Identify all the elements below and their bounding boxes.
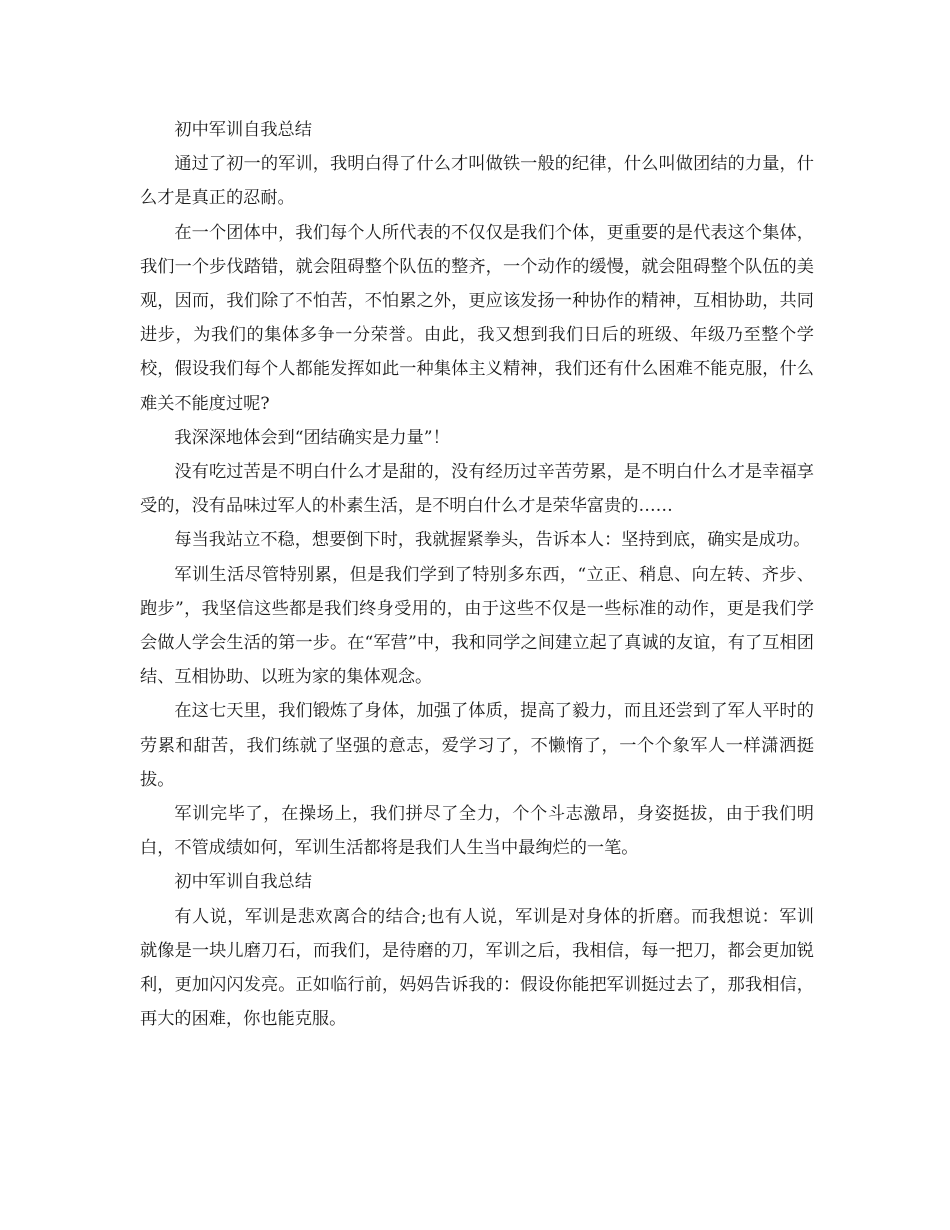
paragraph: 军训完毕了，在操场上，我们拼尽了全力，个个斗志激昂，身姿挺拔，由于我们明白，不管成绩如何，军训生活都将是我们人生当中最绚烂的一笔。 bbox=[140, 804, 814, 859]
paragraph: 有人说，军训是悲欢离合的结合;也有人说，军训是对身体的折磨。而我想说：军训就像是一块儿磨刀石，而我们，是待磨的刀，军训之后，我相信，每一把刀，都会更加锐利，更加闪闪发亮。正如临行前，妈妈告诉我的：假设你能把军训挺过去了，那我相信，再大的困难，你也能克服。 bbox=[140, 906, 814, 1030]
document-body bbox=[140, 113, 814, 1036]
paragraph: 没有吃过苦是不明白什么才是甜的，没有经历过辛苦劳累，是不明白什么才是幸福享受的，没有品味过军人的朴素生活，是不明白什么才是荣华富贵的…… bbox=[140, 462, 814, 517]
paragraph: 军训生活尽管特别累，但是我们学到了特别多东西，“立正、稍息、向左转、齐步、跑步”，我坚信这些都是我们终身受用的，由于这些不仅是一些标准的动作，更是我们学会做人学会生活的第一步。在“军营”中，我和同学之间建立起了真诚的友谊，有了互相团结、互相协助、以班为家的集体观念。 bbox=[140, 564, 814, 688]
section-title: 初中军训自我总结 bbox=[174, 120, 312, 140]
paragraph: 通过了初一的军训，我明白得了什么才叫做铁一般的纪律，什么叫做团结的力量，什么才是真正的忍耐。 bbox=[140, 154, 814, 209]
paragraph: 每当我站立不稳，想要倒下时，我就握紧拳头，告诉本人：坚持到底，确实是成功。 bbox=[174, 530, 811, 551]
paragraph: 在这七天里，我们锻炼了身体，加强了体质，提高了毅力，而且还尝到了军人平时的劳累和甜苦，我们练就了坚强的意志，爱学习了，不懒惰了，一个个象军人一样潇洒挺拔。 bbox=[140, 701, 814, 790]
paragraph: 我深深地体会到“团结确实是力量”！ bbox=[174, 427, 450, 448]
section-title: 初中军训自我总结 bbox=[174, 872, 312, 893]
paragraph: 在一个团体中，我们每个人所代表的不仅仅是我们个体，更重要的是代表这个集体，我们一个步伐踏错，就会阻碍整个队伍的整齐，一个动作的缓慢，就会阻碍整个队伍的美观，因而，我们除了不怕苦，不怕累之外，更应该发扬一种协作的精神，互相协助，共同进步，为我们的集体多争一分荣誉。由此，我又想到我们日后的班级、年级乃至整个学校，假设我们每个人都能发挥如此一种集体主义精神，我们还有什么困难不能克服，什么难关不能度过呢? bbox=[140, 222, 814, 414]
